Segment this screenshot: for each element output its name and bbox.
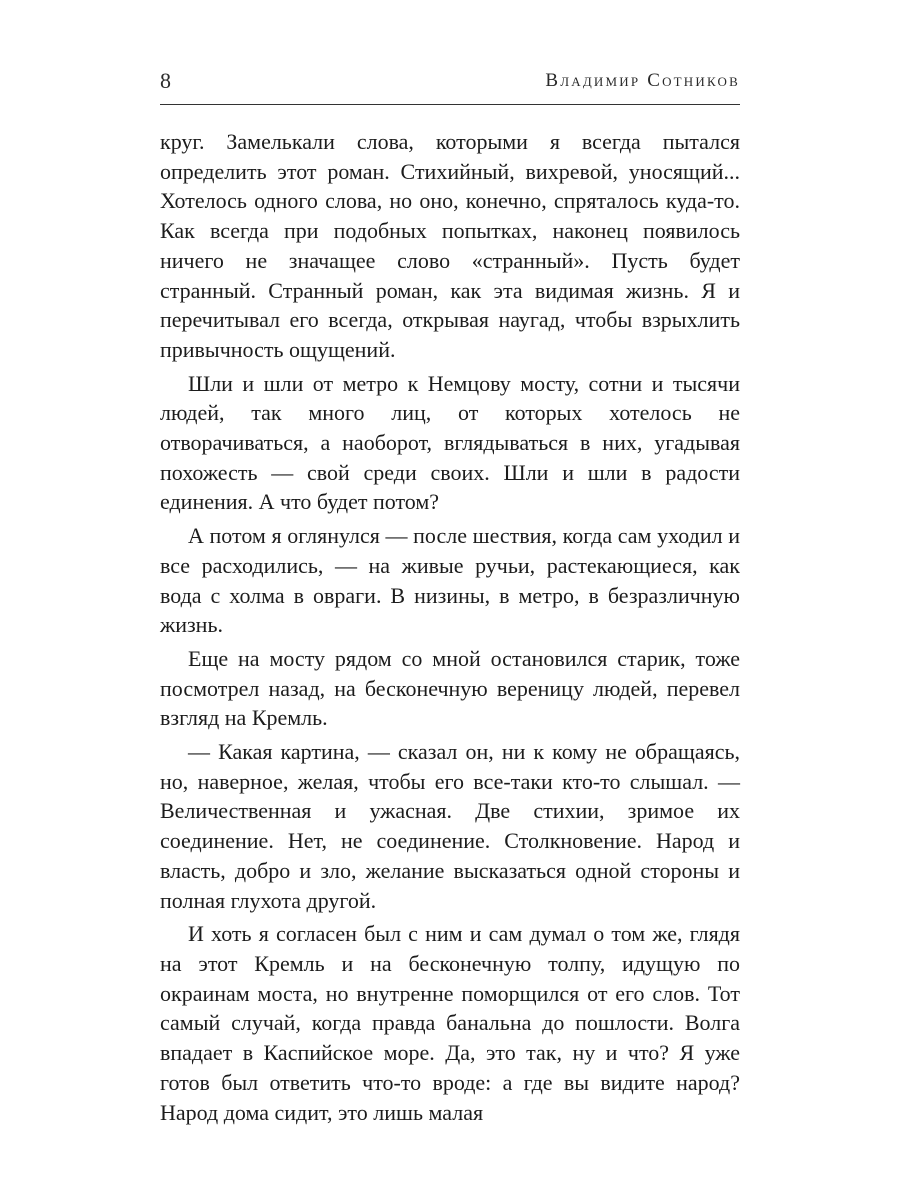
page-header (160, 66, 740, 96)
paragraph: Шли и шли от метро к Немцову мосту, сотни и тысячи людей, так много лиц, от которых хотелось не отворачиваться, а наоборот, вглядываться в них, угадывая похожесть — свой среди своих. Шли и шли в радости единения. А что будет потом? (160, 370, 740, 515)
paragraph: И хоть я согласен был с ним и сам думал о том же, глядя на этот Кремль и на бесконечную толпу, идущую по окраинам моста, но внутренне поморщился от его слов. Тот самый случай, когда правда банальна до пошлости. Волга впадает в Каспийское море. Да, это так, ну и что? Я уже готов был ответить что-то вроде: а где вы видите народ? Народ дома сидит, это лишь малая (160, 921, 740, 1125)
body-text (160, 127, 740, 1127)
paragraph: Еще на мосту рядом со мной остановился старик, тоже посмотрел назад, на бесконечную вереницу людей, перевел взгляд на Кремль. (160, 645, 740, 731)
paragraph: круг. Замелькали слова, которыми я всегда пытался определить этот роман. Стихийный, вихревой, уносящий... Хотелось одного слова, но оно, конечно, спряталось куда-то. Как всегда при подобных попытках, наконец появилось ничего не значащее слово «странный». Пусть будет странный. Странный роман, как эта видимая жизнь. Я и перечитывал его всегда, открывая наугад, чтобы взрыхлить привычность ощущений. (160, 129, 740, 362)
paragraph: — Какая картина, — сказал он, ни к кому не обращаясь, но, наверное, желая, чтобы его все-таки кто-то слышал. — Величественная и ужасная. Две стихии, зримое их соединение. Нет, не соединение. Столкновение. Народ и власть, добро и зло, желание высказаться одной стороны и полная глухота другой. (160, 739, 740, 913)
header-rule (160, 104, 740, 105)
running-head-author: Владимир Сотников (545, 70, 740, 91)
page-number: 8 (160, 68, 171, 93)
paragraph: А потом я оглянулся — после шествия, когда сам уходил и все расходились, — на живые ручьи, растекающиеся, как вода с холма в овраги. В низины, в метро, в безразличную жизнь. (160, 523, 740, 638)
